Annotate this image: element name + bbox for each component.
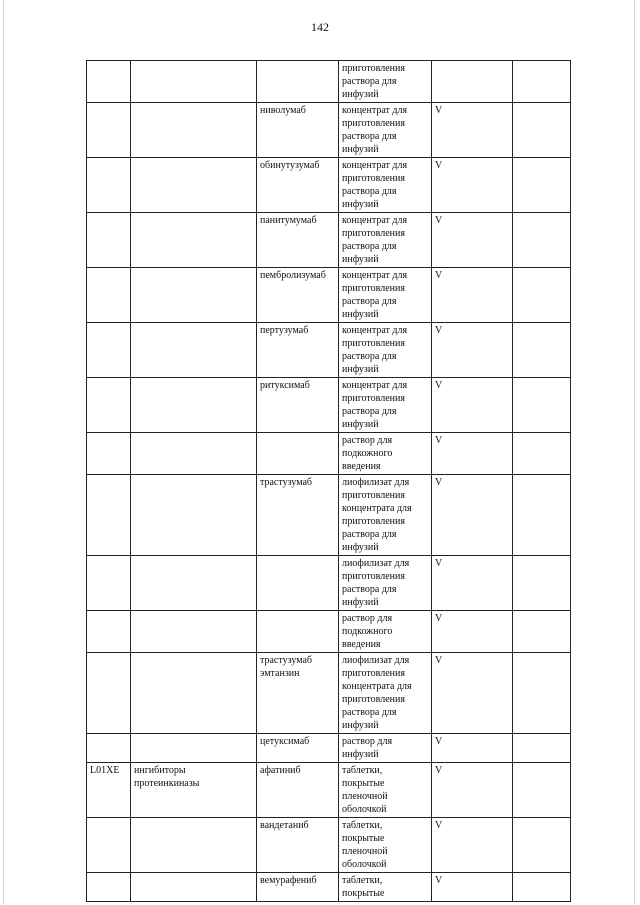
mark-cell: V xyxy=(432,873,513,902)
drug-name-cell xyxy=(257,611,339,653)
empty-cell xyxy=(513,611,571,653)
drug-name-cell: пертузумаб xyxy=(257,323,339,378)
dosage-form-cell: лиофилизат для приготовления концентрата для приготовления раствора для инфузий xyxy=(339,653,432,734)
group-name-cell xyxy=(131,734,257,763)
page-number: 142 xyxy=(311,20,329,34)
table-row xyxy=(87,213,571,268)
empty-cell xyxy=(513,763,571,818)
drug-name-cell: ниволумаб xyxy=(257,103,339,158)
drug-name-cell: вандетаниб xyxy=(257,818,339,873)
atc-code-cell xyxy=(87,103,131,158)
group-name-cell xyxy=(131,873,257,902)
scan-edge-left xyxy=(3,0,4,905)
dosage-form-cell: лиофилизат для приготовления раствора для инфузий xyxy=(339,556,432,611)
mark-cell: V xyxy=(432,158,513,213)
atc-code-cell xyxy=(87,611,131,653)
dosage-form-cell: раствор для инфузий xyxy=(339,734,432,763)
table-row xyxy=(87,433,571,475)
group-name-cell xyxy=(131,158,257,213)
empty-cell xyxy=(513,158,571,213)
table-row xyxy=(87,268,571,323)
dosage-form-cell: концентрат для приготовления раствора для инфузий xyxy=(339,378,432,433)
empty-cell xyxy=(513,556,571,611)
group-name-cell: ингибиторы протеинкиназы xyxy=(131,763,257,818)
empty-cell xyxy=(513,653,571,734)
mark-cell: V xyxy=(432,763,513,818)
dosage-form-cell: лиофилизат для приготовления концентрата для приготовления раствора для инфузий xyxy=(339,475,432,556)
dosage-form-cell: таблетки, покрытые пленочной оболочкой xyxy=(339,818,432,873)
drug-table-body xyxy=(87,61,571,902)
mark-cell: V xyxy=(432,433,513,475)
mark-cell: V xyxy=(432,213,513,268)
table-row xyxy=(87,378,571,433)
atc-code-cell xyxy=(87,378,131,433)
mark-cell: V xyxy=(432,611,513,653)
drug-name-cell: афатиниб xyxy=(257,763,339,818)
table-row xyxy=(87,818,571,873)
empty-cell xyxy=(513,103,571,158)
atc-code-cell xyxy=(87,653,131,734)
group-name-cell xyxy=(131,268,257,323)
drug-name-cell: трастузумаб xyxy=(257,475,339,556)
drug-name-cell xyxy=(257,61,339,103)
dosage-form-cell: концентрат для приготовления раствора для инфузий xyxy=(339,268,432,323)
atc-code-cell xyxy=(87,213,131,268)
drug-table xyxy=(86,60,571,902)
group-name-cell xyxy=(131,61,257,103)
empty-cell xyxy=(513,873,571,902)
group-name-cell xyxy=(131,475,257,556)
table-row xyxy=(87,763,571,818)
atc-code-cell xyxy=(87,61,131,103)
group-name-cell xyxy=(131,213,257,268)
table-row xyxy=(87,556,571,611)
group-name-cell xyxy=(131,556,257,611)
mark-cell: V xyxy=(432,653,513,734)
drug-name-cell: трастузумаб эмтанзин xyxy=(257,653,339,734)
mark-cell: V xyxy=(432,475,513,556)
table-row xyxy=(87,653,571,734)
drug-name-cell: панитумумаб xyxy=(257,213,339,268)
mark-cell: V xyxy=(432,378,513,433)
dosage-form-cell: таблетки, покрытые пленочной оболочкой xyxy=(339,763,432,818)
empty-cell xyxy=(513,378,571,433)
dosage-form-cell: приготовления раствора для инфузий xyxy=(339,61,432,103)
atc-code-cell xyxy=(87,268,131,323)
atc-code-cell xyxy=(87,734,131,763)
atc-code-cell xyxy=(87,818,131,873)
table-row xyxy=(87,611,571,653)
atc-code-cell: L01XE xyxy=(87,763,131,818)
group-name-cell xyxy=(131,433,257,475)
group-name-cell xyxy=(131,611,257,653)
mark-cell: V xyxy=(432,323,513,378)
mark-cell: V xyxy=(432,556,513,611)
table-row xyxy=(87,61,571,103)
dosage-form-cell: раствор для подкожного введения xyxy=(339,611,432,653)
table-row xyxy=(87,103,571,158)
empty-cell xyxy=(513,475,571,556)
table-row xyxy=(87,475,571,556)
group-name-cell xyxy=(131,818,257,873)
scan-edge-right xyxy=(634,0,635,905)
table-row xyxy=(87,158,571,213)
atc-code-cell xyxy=(87,873,131,902)
atc-code-cell xyxy=(87,323,131,378)
dosage-form-cell: концентрат для приготовления раствора для инфузий xyxy=(339,103,432,158)
dosage-form-cell: концентрат для приготовления раствора для инфузий xyxy=(339,323,432,378)
atc-code-cell xyxy=(87,556,131,611)
mark-cell: V xyxy=(432,268,513,323)
dosage-form-cell: раствор для подкожного введения xyxy=(339,433,432,475)
mark-cell: V xyxy=(432,818,513,873)
drug-name-cell xyxy=(257,433,339,475)
group-name-cell xyxy=(131,103,257,158)
drug-name-cell: ритуксимаб xyxy=(257,378,339,433)
empty-cell xyxy=(513,323,571,378)
group-name-cell xyxy=(131,378,257,433)
table-row xyxy=(87,873,571,902)
group-name-cell xyxy=(131,323,257,378)
empty-cell xyxy=(513,213,571,268)
dosage-form-cell: таблетки, покрытые xyxy=(339,873,432,902)
drug-name-cell: обинутузумаб xyxy=(257,158,339,213)
empty-cell xyxy=(513,818,571,873)
mark-cell: V xyxy=(432,734,513,763)
group-name-cell xyxy=(131,653,257,734)
table-row xyxy=(87,323,571,378)
empty-cell xyxy=(513,734,571,763)
mark-cell: V xyxy=(432,103,513,158)
empty-cell xyxy=(513,268,571,323)
table-row xyxy=(87,734,571,763)
empty-cell xyxy=(513,433,571,475)
atc-code-cell xyxy=(87,158,131,213)
drug-name-cell: цетуксимаб xyxy=(257,734,339,763)
mark-cell xyxy=(432,61,513,103)
drug-name-cell: вемурафениб xyxy=(257,873,339,902)
empty-cell xyxy=(513,61,571,103)
dosage-form-cell: концентрат для приготовления раствора для инфузий xyxy=(339,213,432,268)
atc-code-cell xyxy=(87,433,131,475)
atc-code-cell xyxy=(87,475,131,556)
drug-name-cell xyxy=(257,556,339,611)
dosage-form-cell: концентрат для приготовления раствора для инфузий xyxy=(339,158,432,213)
drug-name-cell: пембролизумаб xyxy=(257,268,339,323)
